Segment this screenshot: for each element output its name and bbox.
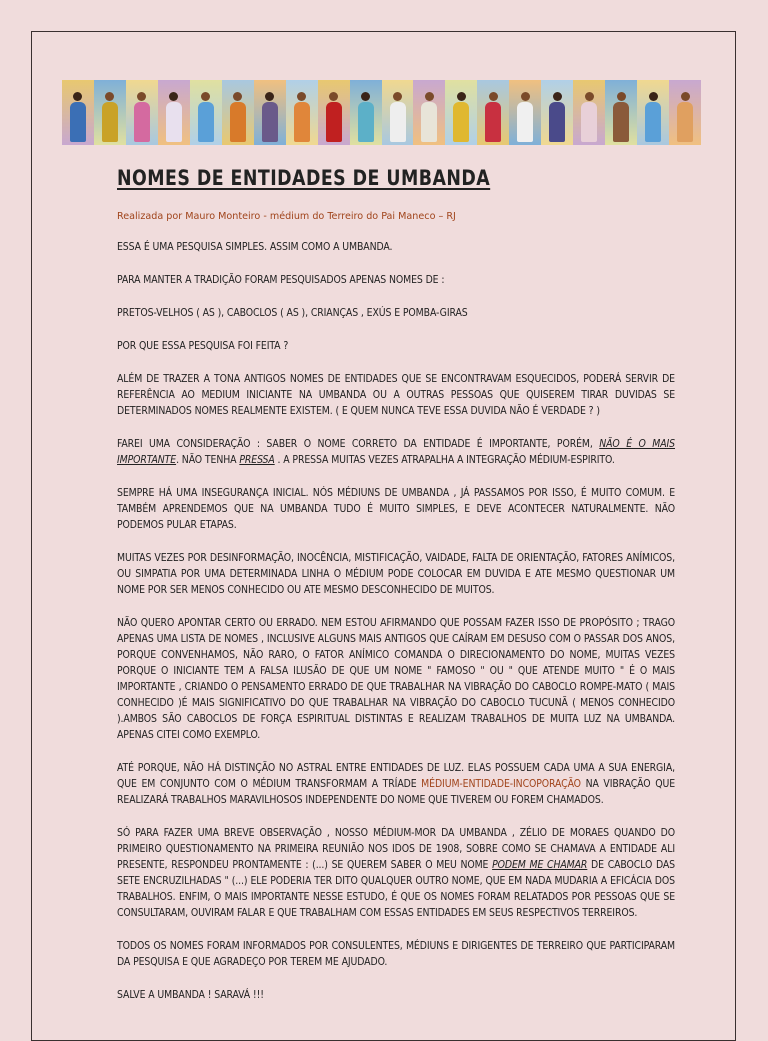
banner-entity-7 [254,80,286,145]
figure-body [198,102,214,142]
figure-head [553,92,562,101]
figure-head [169,92,178,101]
figure-body [485,102,501,142]
figure-body [677,102,693,142]
paragraph-11 [117,825,675,921]
paragraph-13: SALVE A UMBANDA ! SARAVÁ !!! [117,989,264,1001]
figure-head [521,92,530,101]
figure-body [102,102,118,142]
p6-emphasis-1: NÃO É O MAIS IMPORTANTE [117,438,675,466]
figure-head [233,92,242,101]
figure-head [329,92,338,101]
banner-entity-15 [509,80,541,145]
figure-head [425,92,434,101]
figure-head [361,92,370,101]
figure-head [105,92,114,101]
p6-emphasis-2: PRESSA [239,454,275,466]
banner-entity-11 [382,80,414,145]
author-credit: Realizada por Mauro Monteiro - médium do Terreiro do Pai Maneco – RJ [117,211,456,222]
paragraph-1: ESSA É UMA PESQUISA SIMPLES. ASSIM COMO A UMBANDA. [117,241,393,253]
p11-emphasis: PODEM ME CHAMAR [492,859,588,871]
figure-head [201,92,210,101]
figure-body [230,102,246,142]
banner-entity-12 [413,80,445,145]
paragraph-10 [117,760,675,808]
banner-entity-3 [126,80,158,145]
p10-text-a: ATÉ PORQUE, NÃO HÁ DISTINÇÃO NO ASTRAL ENTRE ENTIDADES DE LUZ. ELAS POSSUEM CADA UMA A SUA ENERGIA, QUE EM CONJUNTO COM O MÉDIUM TRANSFORMAM A TRÍADE [117,762,675,790]
paragraph-3: PRETOS-VELHOS ( AS ), CABOCLOS ( AS ), CRIANÇAS , EXÚS E POMBA-GIRAS [117,307,468,319]
figure-head [457,92,466,101]
banner-entity-4 [158,80,190,145]
banner-entity-16 [541,80,573,145]
figure-head [393,92,402,101]
figure-body [613,102,629,142]
figure-body [645,102,661,142]
figure-body [294,102,310,142]
banner-entity-10 [350,80,382,145]
figure-body [517,102,533,142]
p11-text-b: DE CABOCLO DAS SETE ENCRUZILHADAS " (...) ELE PODERIA TER DITO QUALQUER OUTRO NOME, QUE EM NADA MUDARIA A EFICÁCIA DOS TRABALHOS. ENFIM, O MAIS IMPORTANTE NESSE ESTUDO, É QUE OS NOMES FORAM RELATADOS POR PESSOAS QUE SE CONSULTARAM, OUVIRAM FALAR E QUE TRABALHAM COM ESSAS ENTIDADES EM SEUS RESPECTIVOS TERREIROS. [117,859,675,919]
paragraph-12: TODOS OS NOMES FORAM INFORMADOS POR CONSULENTES, MÉDIUNS E DIRIGENTES DE TERREIRO QUE PARTICIPARAM DA PESQUISA E QUE AGRADEÇO POR TEREM ME AJUDADO. [117,940,675,968]
figure-body [453,102,469,142]
figure-body [581,102,597,142]
banner-entity-9 [318,80,350,145]
document-body [117,166,675,1003]
p6-text-c: . A PRESSA MUITAS VEZES ATRAPALHA A INTEGRAÇÃO MÉDIUM-ESPIRITO. [274,454,615,466]
banner-entity-5 [190,80,222,145]
figure-head [489,92,498,101]
figure-head [649,92,658,101]
figure-head [137,92,146,101]
figure-body [166,102,182,142]
paragraph-4: POR QUE ESSA PESQUISA FOI FEITA ? [117,340,289,352]
banner-entity-18 [605,80,637,145]
paragraph-6 [117,436,675,468]
figure-head [617,92,626,101]
p6-text-a: FAREI UMA CONSIDERAÇÃO : SABER O NOME CORRETO DA ENTIDADE É IMPORTANTE, PORÉM, [117,438,600,450]
banner-entity-14 [477,80,509,145]
paragraph-2: PARA MANTER A TRADIÇÃO FORAM PESQUISADOS APENAS NOMES DE : [117,274,445,286]
figure-head [681,92,690,101]
figure-body [358,102,374,142]
p10-highlight: MÉDIUM-ENTIDADE-INCOPORAÇÃO [421,778,581,790]
figure-head [265,92,274,101]
banner-entity-17 [573,80,605,145]
figure-body [70,102,86,142]
paragraph-8: MUITAS VEZES POR DESINFORMAÇÃO, INOCÊNCIA, MISTIFICAÇÃO, VAIDADE, FALTA DE ORIENTAÇÃO, FATORES ANÍMICOS, OU SIMPATIA POR UMA DETERMINADA LINHA O MÉDIUM PODE COLOCAR EM DUVIDA E ATE MESMO QUESTIONAR UM NOME POR SER MENOS CONHECIDO OU ATE MESMO DESCONHECIDO DE MUITOS. [117,552,675,596]
figure-body [549,102,565,142]
figure-head [73,92,82,101]
entities-banner [62,80,701,145]
figure-body [390,102,406,142]
p10-text-b: NA VIBRAÇÃO QUE REALIZARÁ TRABALHOS MARAVILHOSOS INDEPENDENTE DO NOME QUE TIVEREM OU FOREM CHAMADOS. [117,778,675,806]
p6-text-b: . NÃO TENHA [176,454,240,466]
paragraph-9: NÃO QUERO APONTAR CERTO OU ERRADO. NEM ESTOU AFIRMANDO QUE POSSAM FAZER ISSO DE PROPÓSITO ; TRAGO APENAS UMA LISTA DE NOMES , INCLUSIVE ALGUNS MAIS ANTIGOS QUE CAÍRAM EM DESUSO COM O PASSAR DOS ANOS, PORQUE CONVENHAMOS, NÃO RARO, O FATOR ANÍMICO COMANDA O DIRECIONAMENTO DO NOME, MUITAS VEZES PORQUE O INICIANTE TEM A FALSA ILUSÃO DE QUE UM NOME " FAMOSO " OU " QUE ATENDE MUITO " É O MAIS IMPORTANTE , CRIANDO O PENSAMENTO ERRADO DE QUE TRABALHAR NA VIBRAÇÃO DO CABOCLO ROMPE-MATO ( MAIS CONHECIDO )É MAIS SIGNIFICATIVO DO QUE TRABALHAR NA VIBRAÇÃO DO CABOCLO TUCUNÃ ( MENOS CONHECIDO ).AMBOS SÃO CABOCLOS DE FORÇA ESPIRITUAL DISTINTAS E REALIZAM TRABALHOS DE MUITA LUZ NA UMBANDA. APENAS CITEI COMO EXEMPLO. [117,617,675,741]
page-title: NOMES DE ENTIDADES DE UMBANDA [117,166,491,190]
figure-head [585,92,594,101]
banner-entity-1 [62,80,94,145]
figure-body [262,102,278,142]
figure-body [421,102,437,142]
banner-entity-13 [445,80,477,145]
paragraph-5: ALÉM DE TRAZER A TONA ANTIGOS NOMES DE ENTIDADES QUE SE ENCONTRAVAM ESQUECIDOS, PODERÁ SERVIR DE REFERÊNCIA AO MEDIUM INICIANTE NA UMBANDA OU A OUTRAS PESSOAS QUE QUISEREM TIRAR DUVIDAS SE DETERMINADOS NOMES REALMENTE EXISTEM. ( E QUEM NUNCA TEVE ESSA DUVIDA NÃO É VERDADE ? ) [117,373,675,417]
paragraph-7: SEMPRE HÁ UMA INSEGURANÇA INICIAL. NÓS MÉDIUNS DE UMBANDA , JÁ PASSAMOS POR ISSO, É MUITO COMUM. E TAMBÉM APRENDEMOS QUE NA UMBANDA TUDO É MUITO SIMPLES, E DEVE ACONTECER NATURALMENTE. NÃO PODEMOS PULAR ETAPAS. [117,487,675,531]
figure-body [326,102,342,142]
figure-head [297,92,306,101]
banner-entity-8 [286,80,318,145]
banner-entity-2 [94,80,126,145]
p11-text-a: SÓ PARA FAZER UMA BREVE OBSERVAÇÃO , NOSSO MÉDIUM-MOR DA UMBANDA , ZÉLIO DE MORAES QUANDO DO PRIMEIRO QUESTIONAMENTO NA PRIMEIRA REUNIÃO NOS IDOS DE 1908, SOBRE COMO SE CHAMAVA A ENTIDADE ALI PRESENTE, RESPONDEU PRONTAMENTE : (...) SE QUEREM SABER O MEU NOME [117,827,675,871]
banner-entity-6 [222,80,254,145]
banner-entity-20 [669,80,701,145]
figure-body [134,102,150,142]
banner-entity-19 [637,80,669,145]
